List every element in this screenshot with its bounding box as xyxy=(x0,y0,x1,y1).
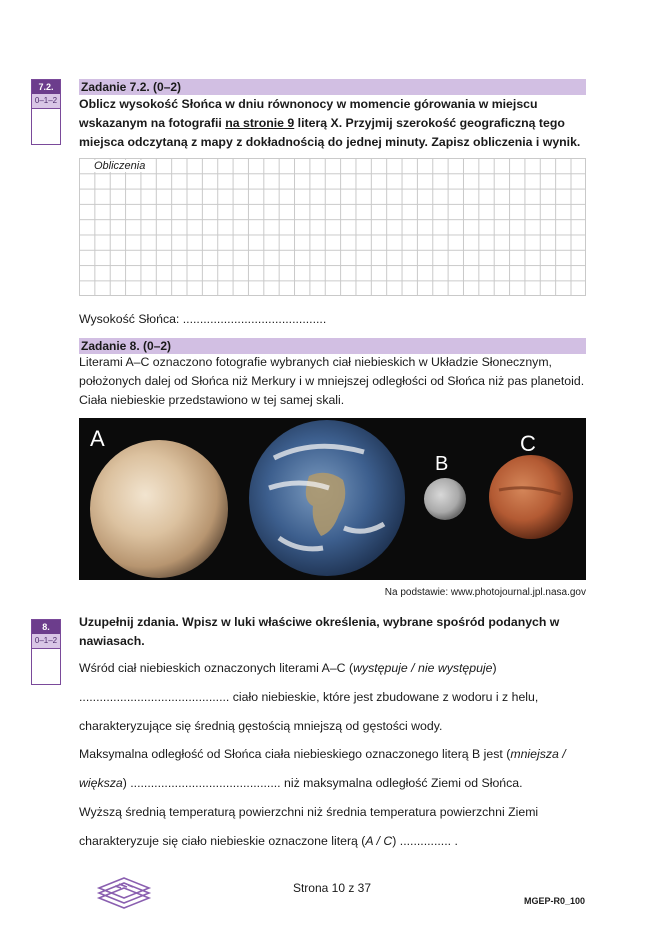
option-occurs: występuje / nie występuje xyxy=(353,661,493,675)
exam-code: MGEP-R0_100 xyxy=(523,896,585,906)
task72-header: Zadanie 7.2. (0–2) xyxy=(79,79,586,95)
mars-planet xyxy=(489,455,573,539)
sentence-7[interactable]: charakteryzuje się ciało niebieskie oznaczone literą (A / C) ............... . xyxy=(79,834,458,848)
label-b: B xyxy=(435,453,449,475)
page-reference: na stronie 9 xyxy=(225,116,295,130)
task72-badge-points: 0–1–2 xyxy=(32,94,60,109)
page-number: Strona 10 z 37 xyxy=(292,881,372,895)
task8-score-badge xyxy=(31,619,61,685)
sun-height-answer[interactable]: Wysokość Słońca: .......................................... xyxy=(79,312,327,326)
option-larger: większa xyxy=(79,776,123,790)
sentence-1: Wśród ciał niebieskich oznaczonych literami A–C (występuje / nie występuje) xyxy=(79,661,497,675)
task8-badge-number: 8. xyxy=(32,620,60,634)
planets-illustration xyxy=(79,418,586,580)
sentence-5[interactable]: większa) ............................................ niż maksymalna odległość Ziemi od Słońca. xyxy=(79,776,523,790)
planets-photo xyxy=(79,418,586,580)
task8-badge-points: 0–1–2 xyxy=(32,634,60,649)
venus-planet xyxy=(90,440,228,578)
option-smaller: mniejsza / xyxy=(510,747,566,761)
task72-instruction: Oblicz wysokość Słońca w dniu równonocy w momencie górowania w miejscu wskazanym na fotografii na stronie 9 literą X. Przyjmij szerokość geograficzną tego miejsca odczytaną z mapy z dokładnością do jednej minuty. Zapisz obliczenia i wynik. xyxy=(79,97,581,149)
moon xyxy=(424,478,466,520)
task8-header: Zadanie 8. (0–2) xyxy=(79,338,586,354)
task8-intro: Literami A–C oznaczono fotografie wybranych ciał niebieskich w Układzie Słonecznym, położonych dalej od Słońca niż Merkury i w mniejszej odległości od Słońca niż pas planetoid. Ciała niebieskie przedstawiono w tej samej skali. xyxy=(79,355,585,407)
sentence-6: Wyższą średnią temperaturą powierzchni niż średnia temperatura powierzchni Ziemi xyxy=(79,805,539,819)
calculation-grid[interactable] xyxy=(79,158,586,296)
task72-badge-number: 7.2. xyxy=(32,80,60,94)
sentence-2[interactable]: ............................................ ciało niebieskie, które jest zbudowane z wodoru i z helu, xyxy=(79,690,539,704)
sentence-4: Maksymalna odległość od Słońca ciała niebieskiego oznaczonego literą B jest (mniejsza / xyxy=(79,747,566,761)
sentence-3: charakteryzujące się średnią gęstością mniejszą od gęstości wody. xyxy=(79,719,443,733)
photo-source: Na podstawie: www.photojournal.jpl.nasa.gov xyxy=(384,587,586,598)
task72-score-badge xyxy=(31,79,61,145)
label-c: C xyxy=(520,431,536,456)
task8-instruction: Uzupełnij zdania. Wpisz w luki właściwe określenia, wybrane spośród podanych w nawiasach. xyxy=(79,615,560,648)
grid-label: Obliczenia xyxy=(94,160,146,172)
option-a-c: A / C xyxy=(365,834,393,848)
label-a: A xyxy=(90,426,105,451)
